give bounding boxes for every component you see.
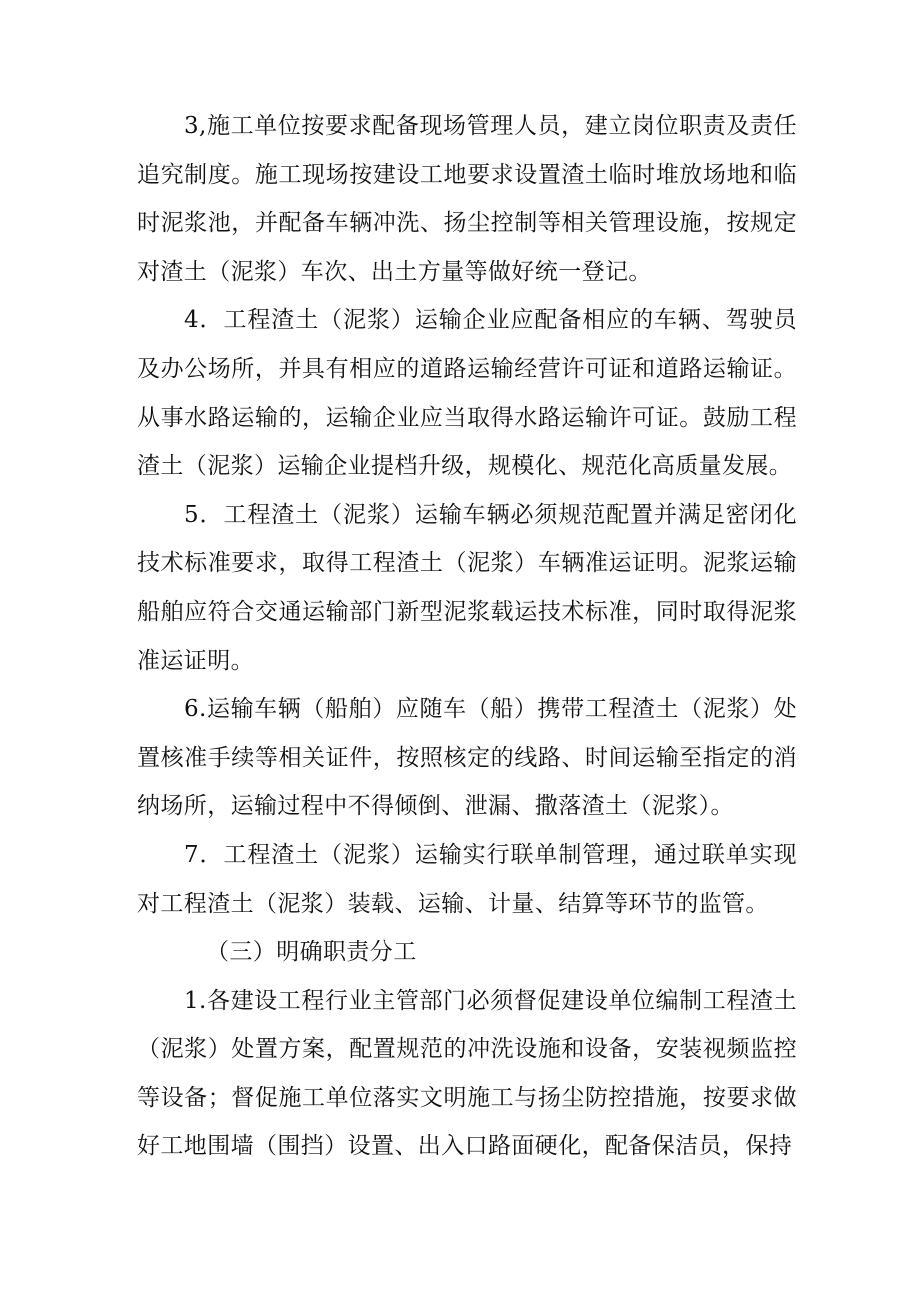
section-heading: （三）明确职责分工: [206, 939, 417, 966]
paragraph-item-5: 5．工程渣土（泥浆）运输车辆必须规范配置并满足密闭化技术标准要求，取得工程渣土（泥浆）车辆准运证明。泥浆运输船舶应符合交通运输部门新型泥浆载运技术标准，同时取得泥浆准运证明。: [137, 501, 797, 674]
paragraph-item-4: 4．工程渣土（泥浆）运输企业应配备相应的车辆、驾驶员及办公场所，并具有相应的道路运输经营许可证和道路运输证。从事水路运输的，运输企业应当取得水路运输许可证。鼓励工程渣土（泥浆）运输企业提档升级，规模化、规范化高质量发展。: [137, 307, 797, 480]
paragraph-item-7: 7．工程渣土（泥浆）运输实行联单制管理，通过联单实现对工程渣土（泥浆）装载、运输、计量、结算等环节的监管。: [137, 841, 797, 917]
document-page: [137, 102, 797, 1171]
paragraph-item-3: 3,施工单位按要求配备现场管理人员，建立岗位职责及责任追究制度。施工现场按建设工地要求设置渣土临时堆放场地和临时泥浆池，并配备车辆冲洗、扬尘控制等相关管理设施，按规定对渣土（泥浆）车次、出土方量等做好统一登记。: [137, 113, 797, 285]
paragraph-item-6: 6.运输车辆（船舶）应随车（船）携带工程渣土（泥浆）处置核准手续等相关证件，按照核定的线路、时间运输至指定的消纳场所，运输过程中不得倾倒、泄漏、撒落渣土（泥浆）。: [137, 696, 797, 820]
paragraph-duty-1: 1.各建设工程行业主管部门必须督促建设单位编制工程渣土（泥浆）处置方案，配置规范的冲洗设施和设备，安装视频监控等设备；督促施工单位落实文明施工与扬尘防控措施，按要求做好工地围墙（围挡）设置、出入口路面硬化，配备保洁员，保持: [137, 987, 797, 1160]
